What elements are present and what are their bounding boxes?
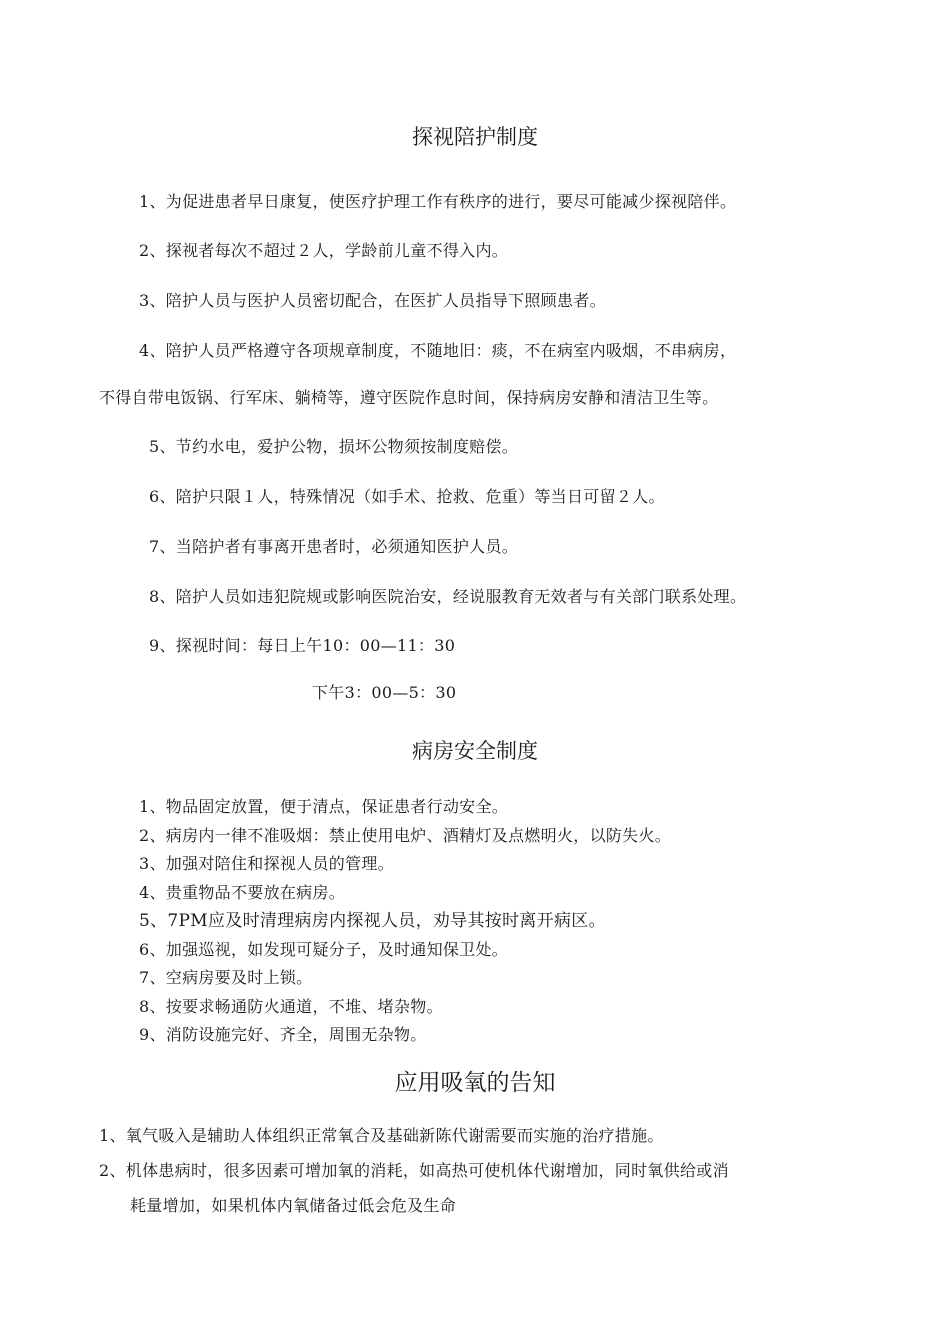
visit-policy-item-1: 1、为促进患者早日康复，使医疗护理工作有秩序的进行，要尽可能减少探视陪伴。 [139, 192, 737, 211]
visit-policy-item-6: 6、陪护只限１人，特殊情况（如手术、抢救、危重）等当日可留２人。 [149, 487, 665, 506]
ward-safety-item-4: 4、贵重物品不要放在病房。 [139, 883, 346, 902]
oxygen-notice-item-2-cont: 耗量增加，如果机体内氧储备过低会危及生命 [130, 1196, 457, 1215]
visit-policy-item-3: 3、陪护人员与医护人员密切配合，在医扩人员指导下照顾患者。 [139, 291, 606, 310]
ward-safety-item-9: 9、消防设施完好、齐全，周围无杂物。 [139, 1025, 427, 1044]
visit-policy-item-4-cont: 不得自带电饭锅、行军床、躺椅等，遵守医院作息时间，保持病房安静和清洁卫生等。 [99, 388, 719, 407]
ward-safety-title: 病房安全制度 [412, 739, 538, 763]
ward-safety-item-1: 1、物品固定放置，便于清点，保证患者行动安全。 [139, 797, 509, 816]
oxygen-notice-item-1: 1、氧气吸入是辅助人体组织正常氧合及基础新陈代谢需要而实施的治疗措施。 [99, 1126, 664, 1145]
ward-safety-item-3: 3、加强对陪住和探视人员的管理。 [139, 854, 394, 873]
ward-safety-item-7: 7、空病房要及时上锁。 [139, 968, 313, 987]
visit-policy-item-2: 2、探视者每次不超过２人，学龄前儿童不得入内。 [139, 241, 509, 260]
visit-policy-item-5: 5、节约水电，爱护公物，损坏公物须按制度赔偿。 [149, 437, 519, 456]
visit-policy-title: 探视陪护制度 [412, 125, 538, 149]
visit-policy-item-9: 9、探视时间：每日上午10：00—11：30 [149, 636, 456, 655]
ward-safety-item-5: 5、7PM应及时清理病房内探视人员，劝导其按时离开病区。 [139, 911, 606, 931]
oxygen-notice-title: 应用吸氧的告知 [394, 1070, 556, 1096]
ward-safety-item-8: 8、按要求畅通防火通道，不堆、堵杂物。 [139, 997, 443, 1016]
visit-policy-item-9-afternoon: 下午3：00—5：30 [312, 683, 457, 702]
oxygen-notice-item-2: 2、机体患病时，很多因素可增加氧的消耗，如高热可使机体代谢增加，同时氧供给或消 [99, 1161, 729, 1180]
ward-safety-item-6: 6、加强巡视，如发现可疑分子，及时通知保卫处。 [139, 940, 509, 959]
visit-policy-item-8: 8、陪护人员如违犯院规或影响医院治安，经说服教育无效者与有关部门联系处理。 [149, 587, 747, 606]
visit-policy-item-4: 4、陪护人员严格遵守各项规章制度，不随地旧：痰，不在病室内吸烟，不串病房， [139, 341, 737, 360]
visit-policy-item-7: 7、当陪护者有事离开患者时，必须通知医护人员。 [149, 537, 519, 556]
ward-safety-item-2: 2、病房内一律不准吸烟：禁止使用电炉、酒精灯及点燃明火，以防失火。 [139, 826, 672, 845]
